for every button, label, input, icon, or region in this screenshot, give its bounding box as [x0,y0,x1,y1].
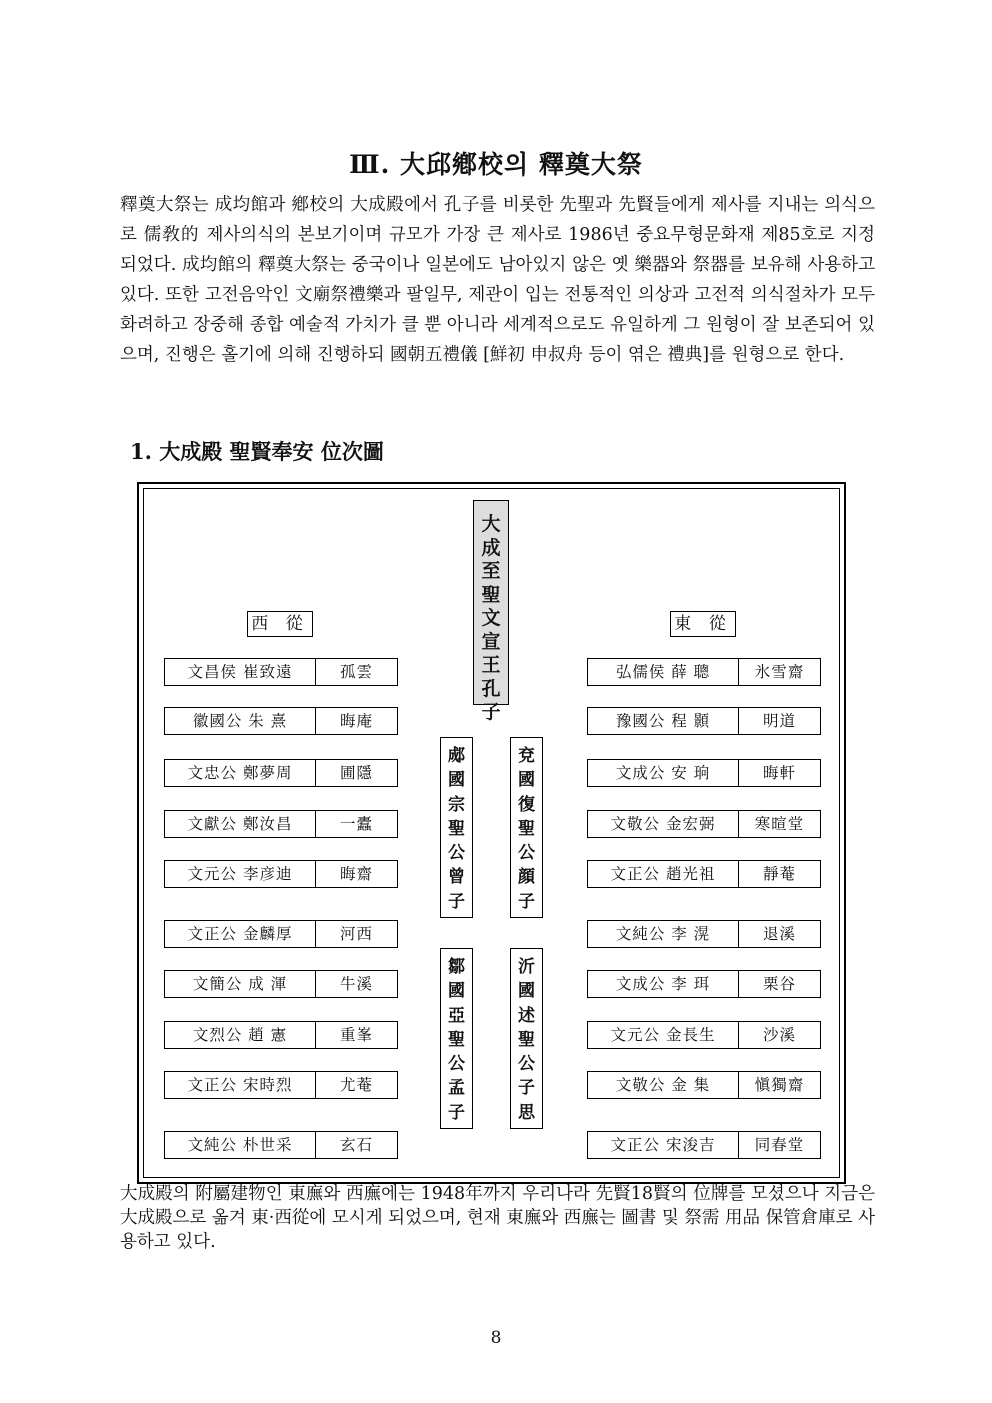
east-label: 東 從 [670,611,736,637]
scholar-pen-name: 靜菴 [762,865,796,883]
scholar-pen-name: 明道 [762,712,796,730]
tablet-char: 子 [518,1078,535,1099]
tablet-char: 聖 [448,1029,465,1050]
scholar-name: 文獻公 鄭汝昌 [165,811,316,837]
tablet-char: 國 [518,981,535,1002]
tablet-char: 兗 [518,746,535,766]
scholar-pen-name: 沙溪 [762,1026,796,1044]
scholar-name: 豫國公 程 顥 [588,708,739,734]
tablet-char: 至 [481,560,501,582]
scholar-name: 文忠公 鄭夢周 [165,760,316,786]
east-row [587,1071,821,1099]
tablet-char: 大 [481,513,501,535]
tablet-char: 宗 [448,794,465,815]
scholar-name: 弘儒侯 薛 聰 [588,659,739,685]
section-title: 1. 大成殿 聖賢奉安 位次圖 [130,439,384,464]
tablet-char: 亞 [448,1005,465,1026]
east-row [587,707,821,735]
scholar-name: 文元公 金長生 [588,1022,739,1048]
west-row [164,1021,398,1049]
tablet-char: 子 [448,1102,465,1123]
tablet-char: 公 [518,843,535,864]
scholar-pen-name: 栗谷 [762,975,796,993]
tablet-char: 子 [518,891,535,912]
intro-paragraph: 釋奠大祭는 成均館과 鄕校의 大成殿에서 孔子를 비롯한 先聖과 先賢들에게 제사를 지내는 의식으로 儒敎的 제사의식의 본보기이며 규모가 가장 큰 제사로 1986년 중요무형문화재 제85호로 지정되었다. 成均館의 釋奠大祭는 중국이나 일본에도 남아있지 않은 옛 樂器와 祭器를 보유해 사용하고 있다. 또한 고전음악인 文廟祭禮樂과 팔일무, 제관이 입는 전통적인 의상과 고전적 의식절차가 모두 화려하고 장중해 종합 예술적 가치가 클 뿐 아니라 세계적으로도 유일하게 그 원형이 잘 보존되어 있으며, 진행은 홀기에 의해 진행하되 國朝五禮儀 [鮮初 申叔舟 등이 엮은 禮典]를 원형으로 한다. [120,195,875,365]
east-row [587,810,821,838]
tablet-char: 子 [448,891,465,912]
scholar-pen-name: 重峯 [339,1026,373,1044]
east-row [587,658,821,686]
scholar-pen-name: 孤雲 [339,663,373,681]
east-row [587,759,821,787]
tablet-char: 聖 [448,818,465,839]
tablet-char: 鄒 [448,957,465,977]
tablet-char: 國 [448,770,465,791]
scholar-name: 文正公 宋浚吉 [588,1132,739,1158]
anja-tablet [510,737,543,918]
scholar-name: 文烈公 趙 憲 [165,1022,316,1048]
east-row [587,1021,821,1049]
tablet-char: 公 [448,1054,465,1075]
scholar-pen-name: 晦軒 [762,764,796,782]
west-row [164,707,398,735]
scholar-pen-name: 氷雪齋 [754,663,805,681]
scholar-name: 文敬公 金 集 [588,1072,739,1098]
scholar-pen-name: 寒暄堂 [754,815,805,833]
tablet-char: 成 [481,536,501,559]
scholar-name: 文成公 安 珦 [588,760,739,786]
scholar-name: 文正公 金麟厚 [165,921,316,947]
scholar-pen-name: 愼獨齋 [754,1076,805,1094]
tablet-char: 聖 [481,583,501,606]
jasa-tablet [510,948,543,1129]
tablet-char: 國 [518,770,535,791]
scholar-pen-name: 晦庵 [339,712,373,730]
scholar-pen-name: 牛溪 [339,975,373,993]
tablet-char: 國 [448,981,465,1002]
tablet-char: 公 [448,843,465,864]
tablet-char: 孔 [481,677,501,700]
east-row [587,1131,821,1159]
tablet-char: 沂 [518,957,535,977]
west-label: 西 從 [247,611,313,637]
jeungja-tablet [440,737,473,918]
west-row [164,1071,398,1099]
scholar-name: 文敬公 金宏弼 [588,811,739,837]
tablet-char: 聖 [518,818,535,839]
scholar-pen-name: 一蠹 [339,815,373,833]
scholar-name: 文成公 李 珥 [588,971,739,997]
page-title: Ⅲ. 大邱鄕校의 釋奠大祭 [349,150,643,179]
scholar-name: 文純公 朴世采 [165,1132,316,1158]
tablet-char: 復 [518,794,535,815]
scholar-name: 文正公 宋時烈 [165,1072,316,1098]
scholar-name: 文昌侯 崔致遠 [165,659,316,685]
scholar-name: 文簡公 成 渾 [165,971,316,997]
outro-paragraph: 大成殿의 附屬建物인 東廡와 西廡에는 1948年까지 우리나라 先賢18賢의 位牌를 모셨으나 지금은 大成殿으로 옮겨 東·西從에 모시게 되었으며, 현재 東廡와 西廡는 圖書 및 祭需 用品 保管倉庫로 사용하고 있다. [120,1184,875,1252]
scholar-name: 文純公 李 滉 [588,921,739,947]
tablet-char: 思 [518,1102,535,1123]
scholar-pen-name: 尤菴 [339,1076,373,1094]
scholar-pen-name: 圃隱 [339,764,373,782]
west-row [164,759,398,787]
scholar-name: 文元公 李彦迪 [165,861,316,887]
east-row [587,970,821,998]
tablet-char: 宣 [481,630,501,653]
tablet-char: 文 [481,607,501,629]
scholar-name: 徽國公 朱 熹 [165,708,316,734]
west-row [164,970,398,998]
tablet-char: 聖 [518,1029,535,1050]
scholar-pen-name: 河西 [339,925,373,943]
tablet-char: 述 [518,1005,535,1026]
tablet-char: 公 [518,1054,535,1075]
maengja-tablet [440,948,473,1129]
west-row [164,860,398,888]
confucius-tablet [473,500,509,723]
tablet-char: 孟 [448,1078,465,1099]
east-row [587,860,821,888]
west-row [164,810,398,838]
east-row [587,920,821,948]
page-number: 8 [490,1328,502,1348]
tablet-char: 顔 [518,867,535,888]
scholar-name: 文正公 趙光祖 [588,861,739,887]
west-row [164,658,398,686]
tablet-char: 曾 [448,867,465,888]
scholar-pen-name: 晦齋 [339,865,373,883]
scholar-pen-name: 玄石 [339,1136,373,1154]
tablet-char: 郕 [448,746,465,766]
west-row [164,1131,398,1159]
tablet-char: 王 [481,654,501,676]
scholar-pen-name: 同春堂 [754,1136,805,1154]
scholar-pen-name: 退溪 [762,925,796,943]
west-row [164,920,398,948]
tablet-char: 子 [481,701,501,723]
